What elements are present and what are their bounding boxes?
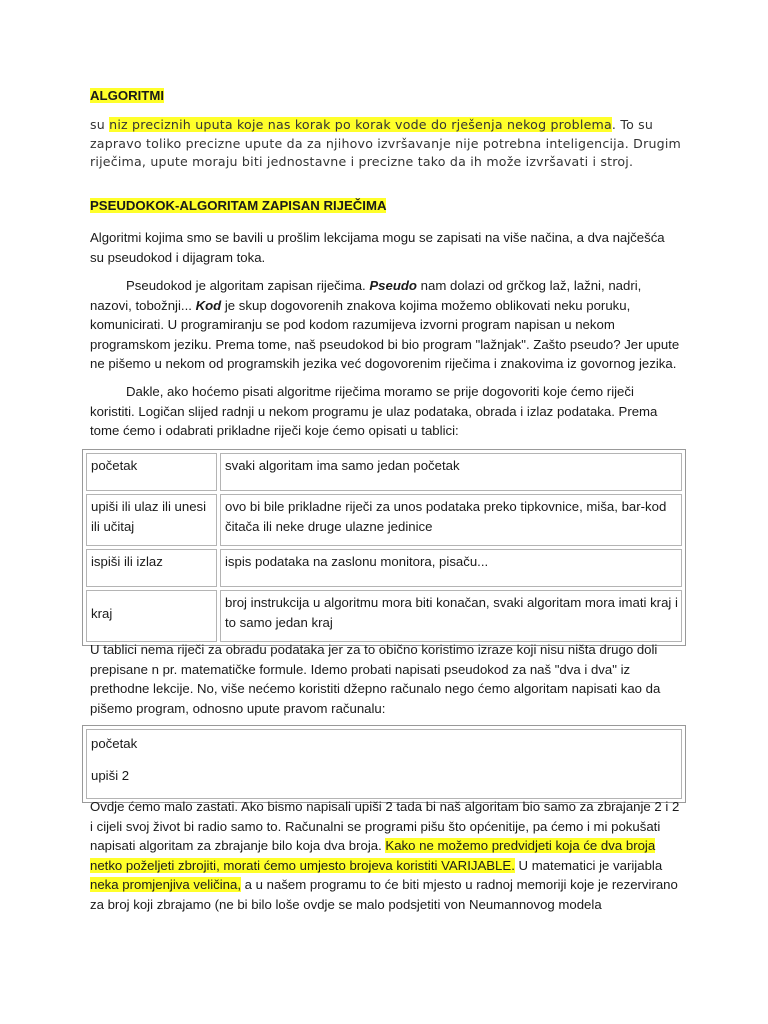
table-cell-desc: broj instrukcija u algoritmu mora biti konačan, svaki algoritam mora imati kraj i to samo jedan kraj — [220, 590, 682, 642]
paragraph-pseudokod: Pseudokod je algoritam zapisan riječima. Pseudo nam dolazi od grčkog laž, lažni, nadri, nazovi, tobožnji... Kod je skup dogovorenih znakova kojima možemo oblikovati neku poruku, komunicirati. U programiranju se pod kodom razumijeva izvorni program napisan u nekom programskom jeziku. Prema tome, naš pseudokod bi bio program "lažnjak". Zašto pseudo? Jer upute ne pišemo u nekom od programskih jezika već dogovorenim riječima i znakovima iz govornog jezika. — [90, 278, 680, 372]
keywords-table — [82, 449, 686, 646]
heading-pseudokod: PSEUDOKOK-ALGORITAM ZAPISAN RIJEČIMA — [90, 198, 387, 213]
paragraph-definition: su niz preciznih uputa koje nas korak po korak vode do rješenja nekog problema. To su zapravo toliko precizne upute da za njihovo izvršavanje nije potrebna inteligencija. Drugim riječima, upute moraju biti jednostavne i precizne tako da ih može izvršavati i stroj. — [90, 117, 681, 170]
table-row — [86, 453, 682, 491]
paragraph-intro: Algoritmi kojima smo se bavili u prošlim lekcijama mogu se zapisati na više načina, a dva najčešća su pseudokod i dijagram toka. — [90, 230, 665, 265]
table-cell-word: upiši ili ulaz ili unesi ili učitaj — [86, 494, 217, 546]
highlight-promjenjiva: neka promjenjiva veličina, — [90, 877, 241, 893]
paragraph-dakle: Dakle, ako hoćemo pisati algoritme riječima moramo se prije dogovoriti koje ćemo riječi koristiti. Logičan slijed radnji u nekom programu je ulaz podataka, obrada i izlaz podataka. Prema tome ćemo i odabrati prikladne riječi koje ćemo opisati u tablici: — [90, 384, 658, 439]
heading-algoritmi: ALGORITMI — [90, 88, 164, 103]
highlight-varijable: Kako ne možemo predvidjeti koja će dva broja netko poželjeti zbrojiti, morati ćemo umjesto brojeva koristiti VARIJABLE. — [90, 838, 656, 873]
table-cell-word: kraj — [86, 590, 217, 642]
code-line: početak — [91, 736, 138, 751]
table-cell-word: ispiši ili izlaz — [86, 549, 217, 587]
table-row — [86, 590, 682, 642]
code-box — [82, 725, 686, 803]
table-cell-desc: ispis podataka na zaslonu monitora, pisaču... — [220, 549, 682, 587]
code-box-cell — [86, 729, 682, 799]
highlight-definition: niz preciznih uputa koje nas korak po korak vode do rješenja nekog problema — [109, 117, 612, 132]
table-row — [86, 549, 682, 587]
paragraph-obrada: U tablici nema riječi za obradu podataka jer za to obično koristimo izraze koji nisu ništa drugo doli prepisane n pr. matematičke formule. Idemo probati napisati pseudokod za naš "dva i dva" iz prethodne lekcije. No, više nećemo koristiti džepno računalo nego ćemo algoritam napisati kao da pišemo program, odnosno upute pravom računalu: — [90, 642, 661, 716]
code-line: upiši 2 — [91, 767, 130, 783]
table-row — [86, 494, 682, 546]
table-cell-word: početak — [86, 453, 217, 491]
paragraph-varijable: Ovdje ćemo malo zastati. Ako bismo napisali upiši 2 tada bi naš algoritam bio samo za zbrajanje 2 i 2 i cijeli svoj život bi radio samo to. Računalni se programi pišu što općenitije, pa ćemo i mi pokušati napisati algoritam za zbrajanje bilo koja dva broja. Kako ne možemo predvidjeti koja će dva broja netko poželjeti zbrojiti, morati ćemo umjesto brojeva koristiti VARIJABLE. U matematici je varijabla neka promjenjiva veličina, a u našem programu to će biti mjesto u radnoj memoriji koje je rezervirano za broj koji zbrajamo (ne bi bilo loše ovdje se malo podsjetiti von Neumannovog modela — [90, 799, 680, 912]
table-cell-desc: ovo bi bile prikladne riječi za unos podataka preko tipkovnice, miša, bar-kod čitača ili neke druge ulazne jedinice — [220, 494, 682, 546]
table-cell-desc: svaki algoritam ima samo jedan početak — [220, 453, 682, 491]
